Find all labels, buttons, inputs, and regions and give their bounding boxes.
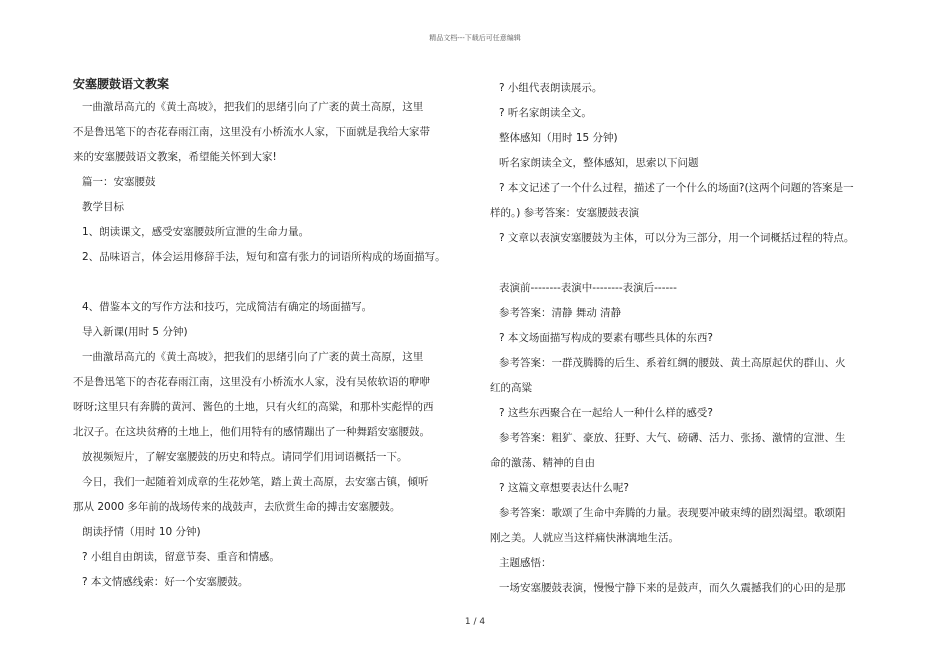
subheading: 朗读抒情（用时 10 分钟) bbox=[82, 526, 201, 538]
answer-line: 参考答案：一群茂腾腾的后生、系着红绸的腰鼓、黄土高原起伏的群山、火 bbox=[499, 357, 846, 369]
paragraph-line: 来的安塞腰鼓语文教案，希望能关怀到大家! bbox=[73, 151, 277, 163]
question-line: ? 文章以表演安塞腰鼓为主体，可以分为三部分，用一个词概括过程的特点。 bbox=[499, 232, 855, 244]
right-column bbox=[490, 76, 875, 601]
paragraph-line: 听名家朗读全文，整体感知，思索以下问题 bbox=[499, 157, 699, 169]
question-line: ? 这篇文章想要表达什么呢? bbox=[499, 482, 629, 494]
list-item: ? 小组自由朗读，留意节奏、重音和情感。 bbox=[82, 551, 280, 563]
header-note: 精品文档---下载后可任意编辑 bbox=[429, 34, 521, 42]
paragraph-line: 不是鲁迅笔下的杏花春雨江南，这里没有小桥流水人家，下面就是我给大家带 bbox=[73, 126, 430, 138]
paragraph-line: 表演前--------表演中--------表演后------ bbox=[499, 282, 677, 294]
question-line: ? 本文场面描写构成的要素有哪些具体的东西? bbox=[499, 332, 713, 344]
subheading: 导入新课(用时 5 分钟) bbox=[82, 326, 188, 338]
paragraph-line: 那从 2000 多年前的战场传来的战鼓声，去欣赏生命的搏击安塞腰鼓。 bbox=[73, 501, 401, 513]
paragraph-line: 呀呀;这里只有奔腾的黄河、酱色的土地，只有火红的高粱，和那朴实彪悍的西 bbox=[73, 401, 434, 413]
question-line: ? 这些东西聚合在一起给人一种什么样的感受? bbox=[499, 407, 713, 419]
blank-line bbox=[73, 270, 473, 295]
question-line: ? 本文记述了一个什么过程，描述了一个什么的场面?(这两个问题的答案是一 bbox=[499, 182, 854, 194]
objective-item: 1、朗读课文，感受安塞腰鼓所宣泄的生命力量。 bbox=[82, 226, 310, 238]
objective-item: 4、借鉴本文的写作方法和技巧，完成简洁有确定的场面描写。 bbox=[82, 301, 373, 313]
paragraph-line: 一曲激昂高亢的《黄土高坡》，把我们的思绪引向了广袤的黄土高原，这里 bbox=[82, 101, 424, 113]
objective-item: 2、品味语言，体会运用修辞手法，短句和富有张力的词语所构成的场面描写。 bbox=[82, 251, 446, 263]
answer-line: 参考答案：粗犷、豪放、狂野、大气、磅礴、活力、张扬、激情的宣泄、生 bbox=[499, 432, 846, 444]
subheading: 教学目标 bbox=[82, 201, 124, 213]
list-item: ? 小组代表朗读展示。 bbox=[499, 82, 603, 94]
list-item: ? 听名家朗读全文。 bbox=[499, 107, 592, 119]
list-item: ? 本文情感线索：好一个安塞腰鼓。 bbox=[82, 576, 249, 588]
subheading: 主题感悟： bbox=[499, 557, 552, 569]
paragraph-line: 北汉子。在这块贫瘠的土地上，他们用特有的感情蹦出了一种舞蹈安塞腰鼓。 bbox=[73, 426, 430, 438]
answer-line: 参考答案：清静 舞动 清静 bbox=[499, 307, 622, 319]
subheading: 整体感知（用时 15 分钟) bbox=[499, 132, 618, 144]
section-heading: 篇一：安塞腰鼓 bbox=[82, 176, 156, 188]
paragraph-line: 刚之美。人就应当这样痛快淋漓地生活。 bbox=[490, 532, 679, 544]
document-title: 安塞腰鼓语文教案 bbox=[73, 77, 170, 91]
paragraph-line: 今日，我们一起随着刘成章的生花妙笔，踏上黄土高原，去安塞古镇，倾听 bbox=[82, 476, 429, 488]
blank-line bbox=[490, 251, 875, 276]
paragraph-line: 一场安塞腰鼓表演，慢慢宁静下来的是鼓声，而久久震撼我们的心田的是那 bbox=[499, 582, 846, 594]
paragraph-line: 命的激荡、精神的自由 bbox=[490, 457, 595, 469]
left-column bbox=[73, 76, 473, 595]
paragraph-line: 红的高粱 bbox=[490, 382, 532, 394]
paragraph-line: 样的。) 参考答案：安塞腰鼓表演 bbox=[490, 207, 640, 219]
page-number: 1 / 4 bbox=[464, 617, 486, 627]
paragraph-line: 不是鲁迅笔下的杏花春雨江南，这里没有小桥流水人家，没有吴侬软语的咿咿 bbox=[73, 376, 430, 388]
paragraph-line: 一曲激昂高亢的《黄土高坡》，把我们的思绪引向了广袤的黄土高原，这里 bbox=[82, 351, 424, 363]
answer-line: 参考答案：歌颂了生命中奔腾的力量。表现要冲破束缚的剧烈渴望。歌颂阳 bbox=[499, 507, 846, 519]
paragraph-line: 放视频短片，了解安塞腰鼓的历史和特点。请同学们用词语概括一下。 bbox=[82, 451, 408, 463]
